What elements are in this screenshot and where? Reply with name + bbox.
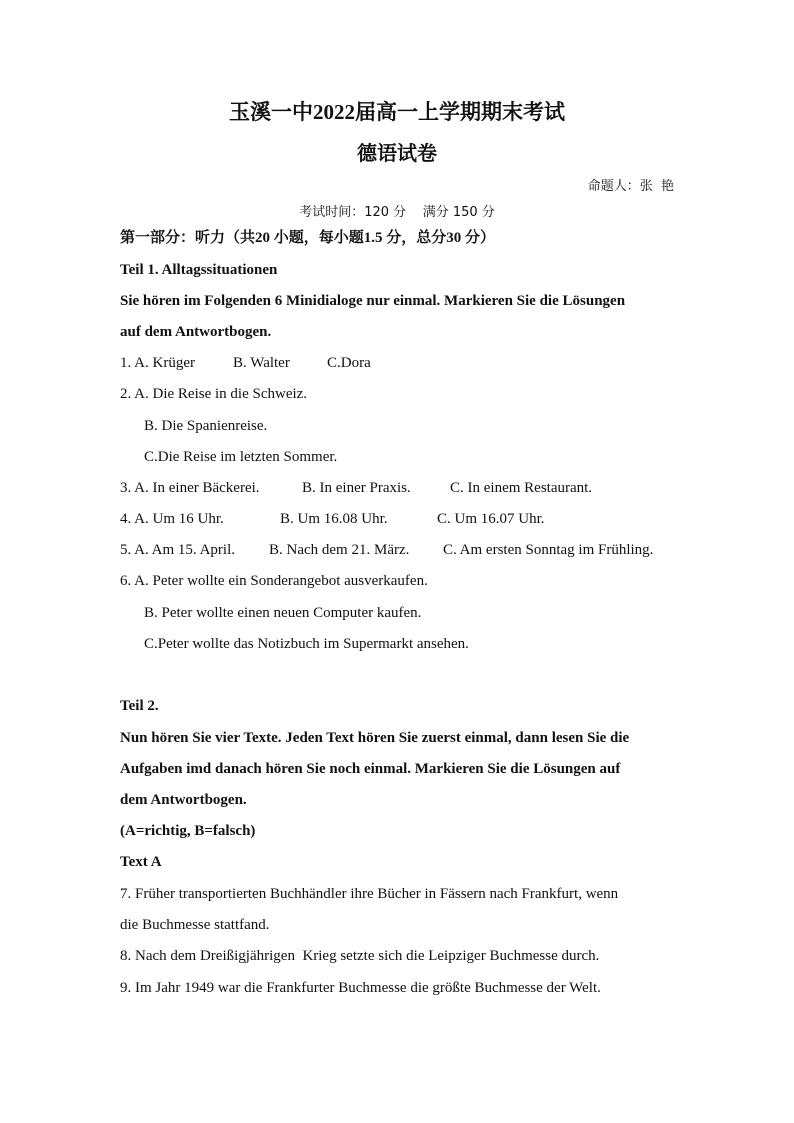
teil2-instruction-3: dem Antwortbogen. <box>120 792 247 808</box>
q2-option-c: C.Die Reise im letzten Sommer. <box>144 449 338 465</box>
question-8: 8. Nach dem Dreißigjährigen Krieg setzte sich die Leipziger Buchmesse durch. <box>120 948 600 964</box>
question-9: 9. Im Jahr 1949 war die Frankfurter Buchmesse die größte Buchmesse der Welt. <box>120 980 601 996</box>
q6-option-c: C.Peter wollte das Notizbuch im Supermarkt ansehen. <box>144 636 469 652</box>
q4-option-b: B. Um 16.08 Uhr. <box>280 511 388 527</box>
q4-option-c: C. Um 16.07 Uhr. <box>437 511 545 527</box>
q6-option-a: 6. A. Peter wollte ein Sonderangebot ausverkaufen. <box>120 573 428 589</box>
teil2-instruction-2: Aufgaben imd danach hören Sie noch einmal. Markieren Sie die Lösungen auf <box>120 761 621 777</box>
teil1-title: Teil 1. Alltagssituationen <box>120 262 278 278</box>
q2-option-a: 2. A. Die Reise in die Schweiz. <box>120 386 308 402</box>
q1-option-c: C.Dora <box>327 355 371 371</box>
q1-option-a: 1. A. Krüger <box>120 355 195 371</box>
teil2-instruction-1: Nun hören Sie vier Texte. Jeden Text hören Sie zuerst einmal, dann lesen Sie die <box>120 730 630 746</box>
q3-option-b: B. In einer Praxis. <box>302 480 411 496</box>
part1-heading: 第一部分：听力（共20 小题，每小题1.5 分，总分30 分） <box>120 230 496 246</box>
exam-subtitle: 德语试卷 <box>357 143 437 165</box>
answer-legend: (A=richtig, B=falsch) <box>120 823 256 839</box>
q1-option-b: B. Walter <box>233 355 290 371</box>
q3-option-a: 3. A. In einer Bäckerei. <box>120 480 260 496</box>
teil2-title: Teil 2. <box>120 698 159 714</box>
q3-option-c: C. In einem Restaurant. <box>450 480 593 496</box>
q5-option-c: C. Am ersten Sonntag im Frühling. <box>443 542 654 558</box>
teil1-instruction-1: Sie hören im Folgenden 6 Minidialoge nur einmal. Markieren Sie die Lösungen <box>120 293 626 309</box>
question-7-line-2: die Buchmesse stattfand. <box>120 917 270 933</box>
q5-option-a: 5. A. Am 15. April. <box>120 542 236 558</box>
q5-option-b: B. Nach dem 21. März. <box>269 542 410 558</box>
text-a-title: Text A <box>120 854 162 870</box>
q4-option-a: 4. A. Um 16 Uhr. <box>120 511 224 527</box>
q2-option-b: B. Die Spanienreise. <box>144 418 268 434</box>
author-line: 命题人：张 艳 <box>587 179 674 194</box>
q6-option-b: B. Peter wollte einen neuen Computer kaufen. <box>144 605 422 621</box>
exam-title: 玉溪一中2022届高一上学期期末考试 <box>229 100 565 124</box>
question-7-line-1: 7. Früher transportierten Buchhändler ihre Bücher in Fässern nach Frankfurt, wenn <box>120 886 619 902</box>
exam-time-line: 考试时间：120 分 满分 150 分 <box>299 205 495 220</box>
teil1-instruction-2: auf dem Antwortbogen. <box>120 324 272 340</box>
